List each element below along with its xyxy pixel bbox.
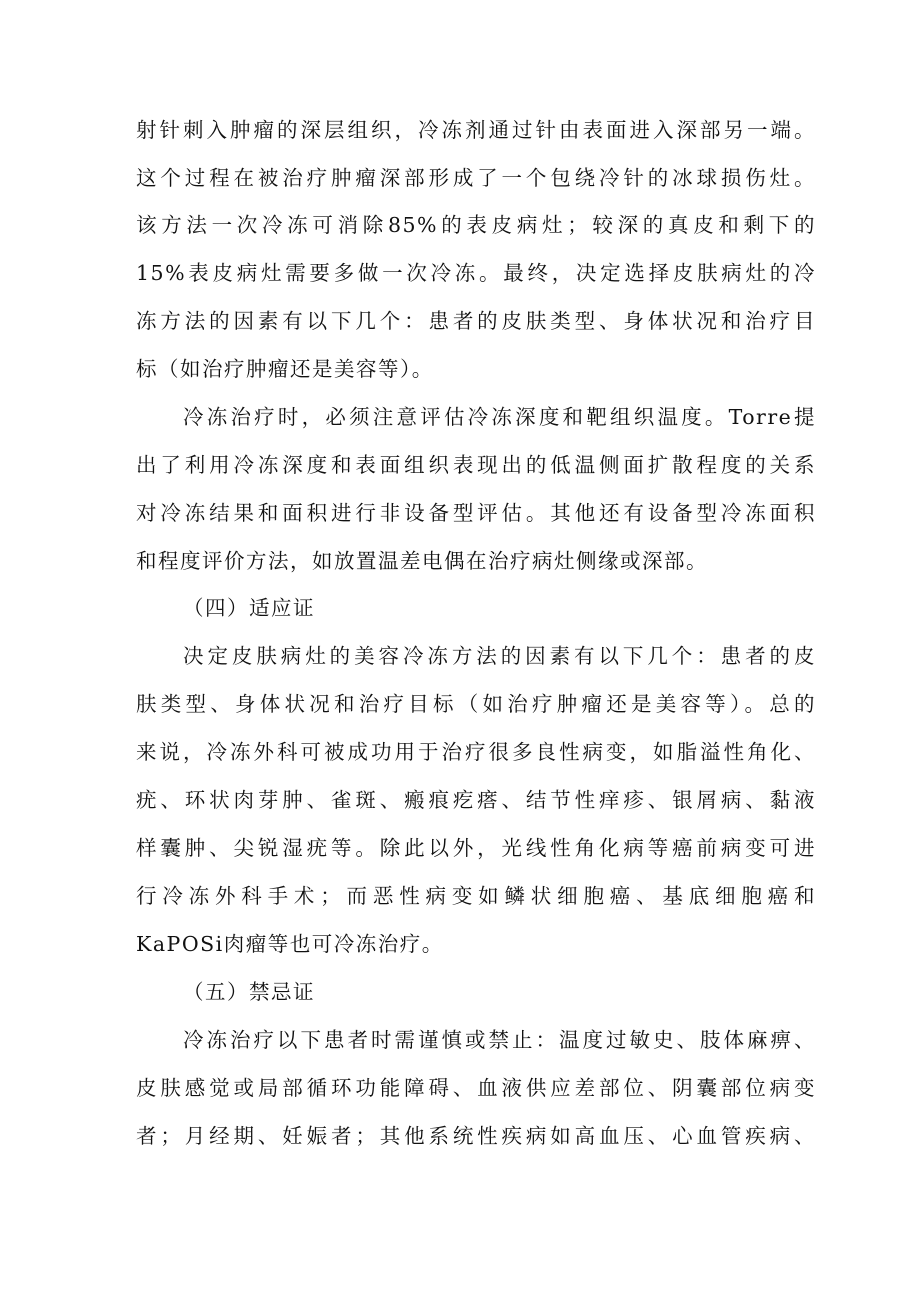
body-text-line: 行冷冻外科手术；而恶性病变如鳞状细胞癌、基底细胞癌和: [136, 884, 816, 908]
paragraph-first-line: 冷冻治疗时，必须注意评估冷冻深度和靶组织温度。Torre提: [183, 405, 816, 429]
paragraph-first-line: 决定皮肤病灶的美容冷冻方法的因素有以下几个：患者的皮: [183, 644, 816, 668]
section-heading-indications: （四）适应证: [183, 596, 315, 620]
body-text-line: 和程度评价方法，如放置温差电偶在治疗病灶侧缘或深部。: [136, 549, 708, 573]
body-text-line: 标（如治疗肿瘤还是美容等）。: [136, 357, 434, 381]
body-text-line: 者；月经期、妊娠者；其他系统性疾病如高血压、心血管疾病、: [136, 1124, 816, 1148]
body-text-line: 疣、环状肉芽肿、雀斑、瘢痕疙瘩、结节性痒疹、银屑病、黏液: [136, 788, 816, 812]
body-text-line: 肤类型、身体状况和治疗目标（如治疗肿瘤还是美容等）。总的: [136, 692, 816, 716]
body-text-line: 皮肤感觉或局部循环功能障碍、血液供应差部位、阴囊部位病变: [136, 1076, 816, 1100]
body-text-line: 来说，冷冻外科可被成功用于治疗很多良性病变，如脂溢性角化、: [136, 740, 816, 764]
paragraph-first-line: 冷冻治疗以下患者时需谨慎或禁止：温度过敏史、肢体麻痹、: [183, 1028, 816, 1052]
body-text-line: 冻方法的因素有以下几个：患者的皮肤类型、身体状况和治疗目: [136, 309, 816, 333]
body-text-line: 射针刺入肿瘤的深层组织，冷冻剂通过针由表面进入深部另一端。: [136, 118, 816, 142]
body-text-line: 15%表皮病灶需要多做一次冷冻。最终，决定选择皮肤病灶的冷: [136, 261, 816, 285]
body-text-line: KaPOSi肉瘤等也可冷冻治疗。: [136, 932, 444, 956]
body-text-line: 对冷冻结果和面积进行非设备型评估。其他还有设备型冷冻面积: [136, 501, 816, 525]
body-text-line: 该方法一次冷冻可消除85%的表皮病灶；较深的真皮和剩下的: [136, 213, 816, 237]
body-text-line: 样囊肿、尖锐湿疣等。除此以外，光线性角化病等癌前病变可进: [136, 836, 816, 860]
section-heading-contraindications: （五）禁忌证: [183, 980, 315, 1004]
body-text-line: 这个过程在被治疗肿瘤深部形成了一个包绕冷针的冰球损伤灶。: [136, 166, 816, 190]
body-text-line: 出了利用冷冻深度和表面组织表现出的低温侧面扩散程度的关系: [136, 453, 816, 477]
